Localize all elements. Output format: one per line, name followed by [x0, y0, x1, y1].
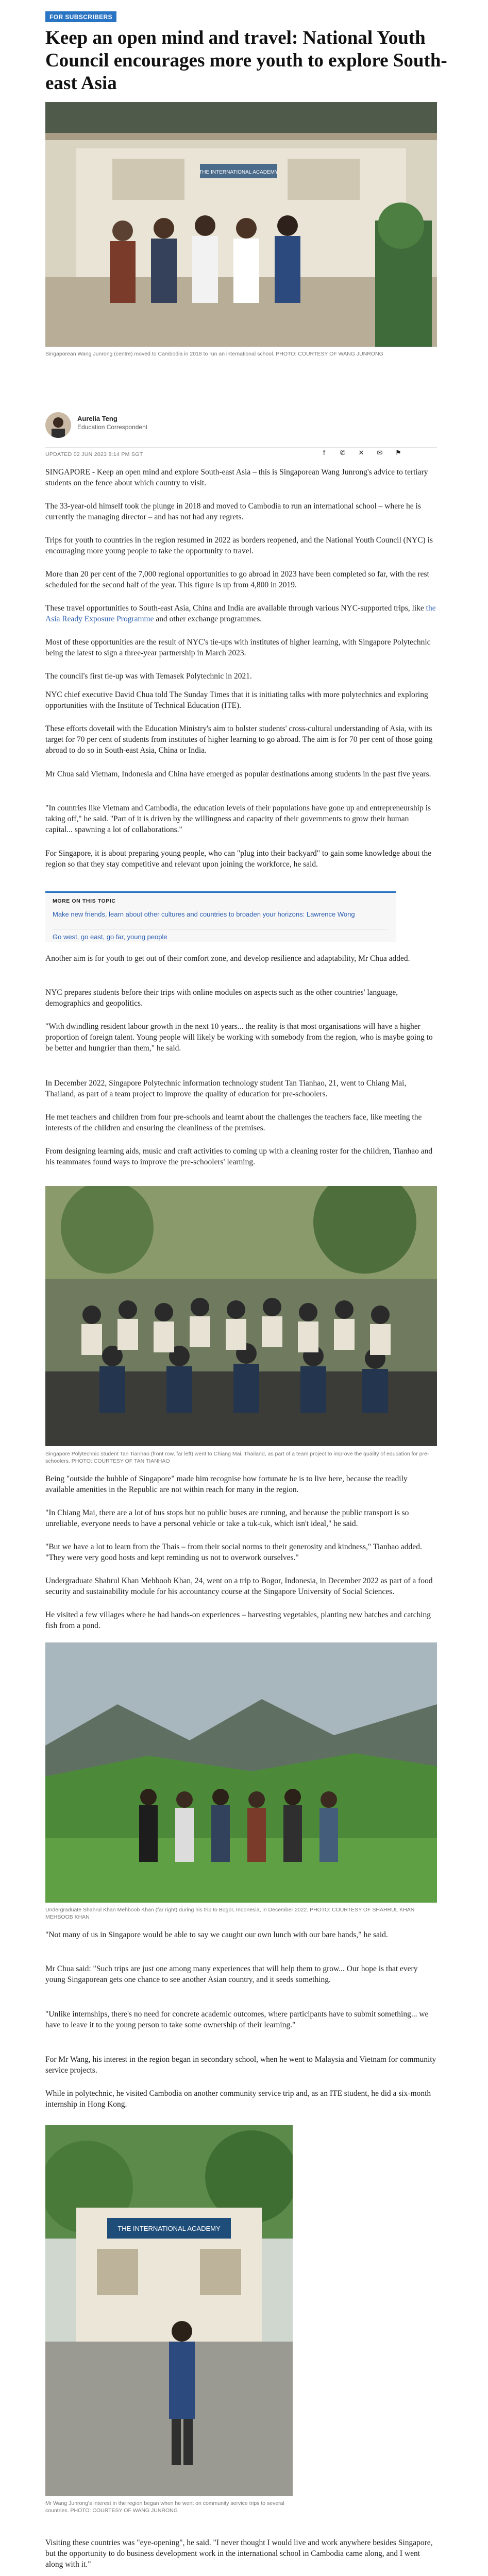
- paragraph: He visited a few villages where he had hands-on experiences – harvesting vegetables, planting new batches and catching fish from a pond.: [45, 1611, 431, 1630]
- paragraph: "With dwindling resident labour growth in the next 10 years... the reality is that most organisations will have a higher proportion of foreign talent. Young people will likely be working with somebody from the region, who is maybe going to be better and hungrier than them," he said.: [45, 1022, 433, 1053]
- author-block: [77, 415, 147, 431]
- subscriber-tag: FOR SUBSCRIBERS: [45, 11, 116, 22]
- chiang-mai-group-photo[interactable]: [45, 1186, 437, 1446]
- paragraph: He met teachers and children from four pre-schools and learnt about the challenges the teachers face, like meeting the interests of the children and ensuring the cleanliness of the premises.: [45, 1113, 422, 1132]
- paragraph: For Singapore, it is about preparing young people, who can "plug into their backyard" to gain some knowledge about the region so that they stay competitive and relevant upon joining the workforce, he said.: [45, 849, 432, 869]
- paragraph: Mr Chua said: "Such trips are just one among many experiences that will help them to grow... Our hope is that every young Singaporean gets one chance to see another Asian country, and it seeds something.: [45, 1964, 418, 1984]
- bookmark-icon[interactable]: ⚑: [395, 449, 401, 457]
- twitter-icon[interactable]: ✕: [358, 449, 364, 457]
- paragraph: From designing learning aids, music and craft activities to coming up with a cleaning roster for the children, Tianhao and his teammates found ways to improve the pre-schoolers' learning.: [45, 1147, 433, 1166]
- lead-photo[interactable]: [45, 102, 437, 347]
- wang-school-photo[interactable]: [45, 2125, 293, 2496]
- more-on-this-topic: [45, 891, 396, 942]
- paragraph: More than 20 per cent of the 7,000 regional opportunities to go abroad in 2023 have been completed so far, with the rest scheduled for the second half of the year. This figure is up from 4,800 in 2019.: [45, 570, 429, 589]
- related-article-link[interactable]: Make new friends, learn about other cultures and countries to broaden your horizons: Lawrence Wong: [53, 910, 355, 918]
- facebook-icon[interactable]: f: [323, 449, 326, 457]
- school-sign: THE INTERNATIONAL ACADEMY: [117, 2225, 221, 2232]
- divider: [45, 447, 437, 448]
- article-headline: Keep an open mind and travel: National Youth Council encourages more youth to explore South-east Asia: [45, 27, 447, 94]
- paragraph: Another aim is for youth to get out of their comfort zone, and develop resilience and adaptability, Mr Chua added.: [45, 954, 410, 963]
- paragraph: For Mr Wang, his interest in the region began in secondary school, when he went to Malaysia and Vietnam for community service projects.: [45, 2055, 436, 2075]
- paragraph: NYC chief executive David Chua told The Sunday Times that it is initiating talks with more polytechnics and exploring opportunities with the Institute of Technical Education (ITE).: [45, 690, 428, 710]
- paragraph: While in polytechnic, he visited Cambodia on another community service trip and, as an ITE student, he did a six-month internship in Hong Kong.: [45, 2089, 431, 2109]
- whatsapp-icon[interactable]: ✆: [340, 449, 346, 457]
- paragraph: In December 2022, Singapore Polytechnic information technology student Tan Tianhao, 21, went to Chiang Mai, Thailand, as part of a team project to improve the quality of education for pre-schoolers.: [45, 1079, 407, 1098]
- chiang-mai-photo-caption: Singapore Polytechnic student Tan Tianhao (front row, far left) went to Chiang Mai, Thailand, as part of a team project to improve the quality of education for pre-schoolers. PHOTO: COURTESY OF TAN TIANHAO: [45, 1451, 429, 1464]
- bogor-trip-photo[interactable]: [45, 1642, 437, 1903]
- paragraph: [45, 603, 437, 624]
- paragraph: Being "outside the bubble of Singapore" made him recognise how fortunate he is to live here, because the readily available amenities in the Republic are not within reach for many in the region.: [45, 1475, 408, 1494]
- paragraph: "Not many of us in Singapore would be able to say we caught our own lunch with our bare hands," he said.: [45, 1930, 388, 1939]
- author-avatar[interactable]: [45, 412, 71, 438]
- paragraph: NYC prepares students before their trips with online modules on aspects such as the other countries' language, demographics and geopolitics.: [45, 988, 398, 1008]
- wang-photo-caption: Mr Wang Junrong's interest in the region began when he went on community service trips to several countries. PHOTO: COURTESY OF WANG JUNRONG: [45, 2500, 284, 2514]
- paragraph-text: and other exchange programmes.: [154, 615, 262, 623]
- paragraph: "But we have a lot to learn from the Thais – from their social norms to their generosity and kindness," Tianhao added. "They were very good hosts and kept reminding us not to overwork ourselves.": [45, 1543, 422, 1562]
- asia-ready-programme-link[interactable]: the Asia Ready Exposure Programme: [45, 604, 436, 623]
- updated-timestamp: UPDATED 02 JUN 2023 8:14 PM SGT: [45, 451, 143, 457]
- author-name[interactable]: Aurelia Teng: [77, 415, 117, 422]
- paragraph: "Unlike internships, there's no need for concrete academic outcomes, where participants have to submit something... we have to leave it to the young person to take some ownership of their learning.": [45, 2010, 429, 2029]
- related-article-link[interactable]: Go west, go east, go far, young people: [53, 933, 167, 941]
- paragraph: Visiting these countries was "eye-opening", he said. "I never thought I would live and work anywhere besides Singapore, but the opportunity to do business development work in the international school in Cambodia came along, and I went along with it.": [45, 2538, 433, 2569]
- author-role: Education Correspondent: [77, 423, 148, 431]
- school-sign: THE INTERNATIONAL ACADEMY: [199, 170, 278, 175]
- share-bar: [319, 449, 403, 457]
- paragraph: Trips for youth to countries in the region resumed in 2022 as borders reopened, and the National Youth Council (NYC) is encouraging more young people to take the opportunity to travel.: [45, 536, 433, 555]
- paragraph: "In Chiang Mai, there are a lot of bus stops but no public buses are running, and because the public transport is so unreliable, everyone needs to have a personal vehicle or take a tuk-tuk, which isn't ideal," he said.: [45, 1509, 409, 1528]
- paragraph: The council's first tie-up was with Temasek Polytechnic in 2021.: [45, 672, 252, 681]
- paragraph: These efforts dovetail with the Education Ministry's aim to bolster students' cross-cultural understanding of Asia, with its target for 70 per cent of students from institutes of higher learning to go abroad. The aim is for 70 per cent of those going abroad to do so in South-east Asia, China or India.: [45, 724, 433, 755]
- paragraph-text: These travel opportunities to South-east Asia, China and India are available through various NYC-supported trips, like: [45, 604, 426, 613]
- paragraph: The 33-year-old himself took the plunge in 2018 and moved to Cambodia to run an international school – where he is currently the managing director – and has not had any regrets.: [45, 502, 421, 521]
- paragraph: Mr Chua said Vietnam, Indonesia and China have emerged as popular destinations among students in the past five years.: [45, 770, 431, 778]
- lead-photo-caption: Singaporean Wang Junrong (centre) moved to Cambodia in 2018 to run an international school. PHOTO: COURTESY OF WANG JUNRONG: [45, 351, 383, 357]
- paragraph: Most of these opportunities are the result of NYC's tie-ups with institutes of higher learning, with Singapore Polytechnic being the latest to sign a three-year partnership in March 2023.: [45, 638, 431, 657]
- more-header: MORE ON THIS TOPIC: [53, 898, 116, 904]
- paragraph: Undergraduate Shahrul Khan Mehboob Khan, 24, went on a trip to Bogor, Indonesia, in December 2022 as part of a food security and sustainability module for his accountancy course at the Singapore University of Social Sciences.: [45, 1577, 433, 1596]
- paragraph: "In countries like Vietnam and Cambodia, the education levels of their populations have gone up and entrepreneurship is taking off," he said. "Part of it is driven by the willingness and capacity of their governments to grow their human capital... spawning a lot of collaborations.": [45, 804, 431, 834]
- email-icon[interactable]: ✉: [377, 449, 383, 457]
- paragraph: SINGAPORE - Keep an open mind and explore South-east Asia – this is Singaporean Wang Junrong's advice to tertiary students on the fence about which country to visit.: [45, 468, 428, 487]
- bogor-photo-caption: Undergraduate Shahrul Khan Mehboob Khan (far right) during his trip to Bogor, Indonesia, in December 2022. PHOTO: COURTESY OF SHAHRUL KHAN MEHBOOB KHAN: [45, 1907, 415, 1920]
